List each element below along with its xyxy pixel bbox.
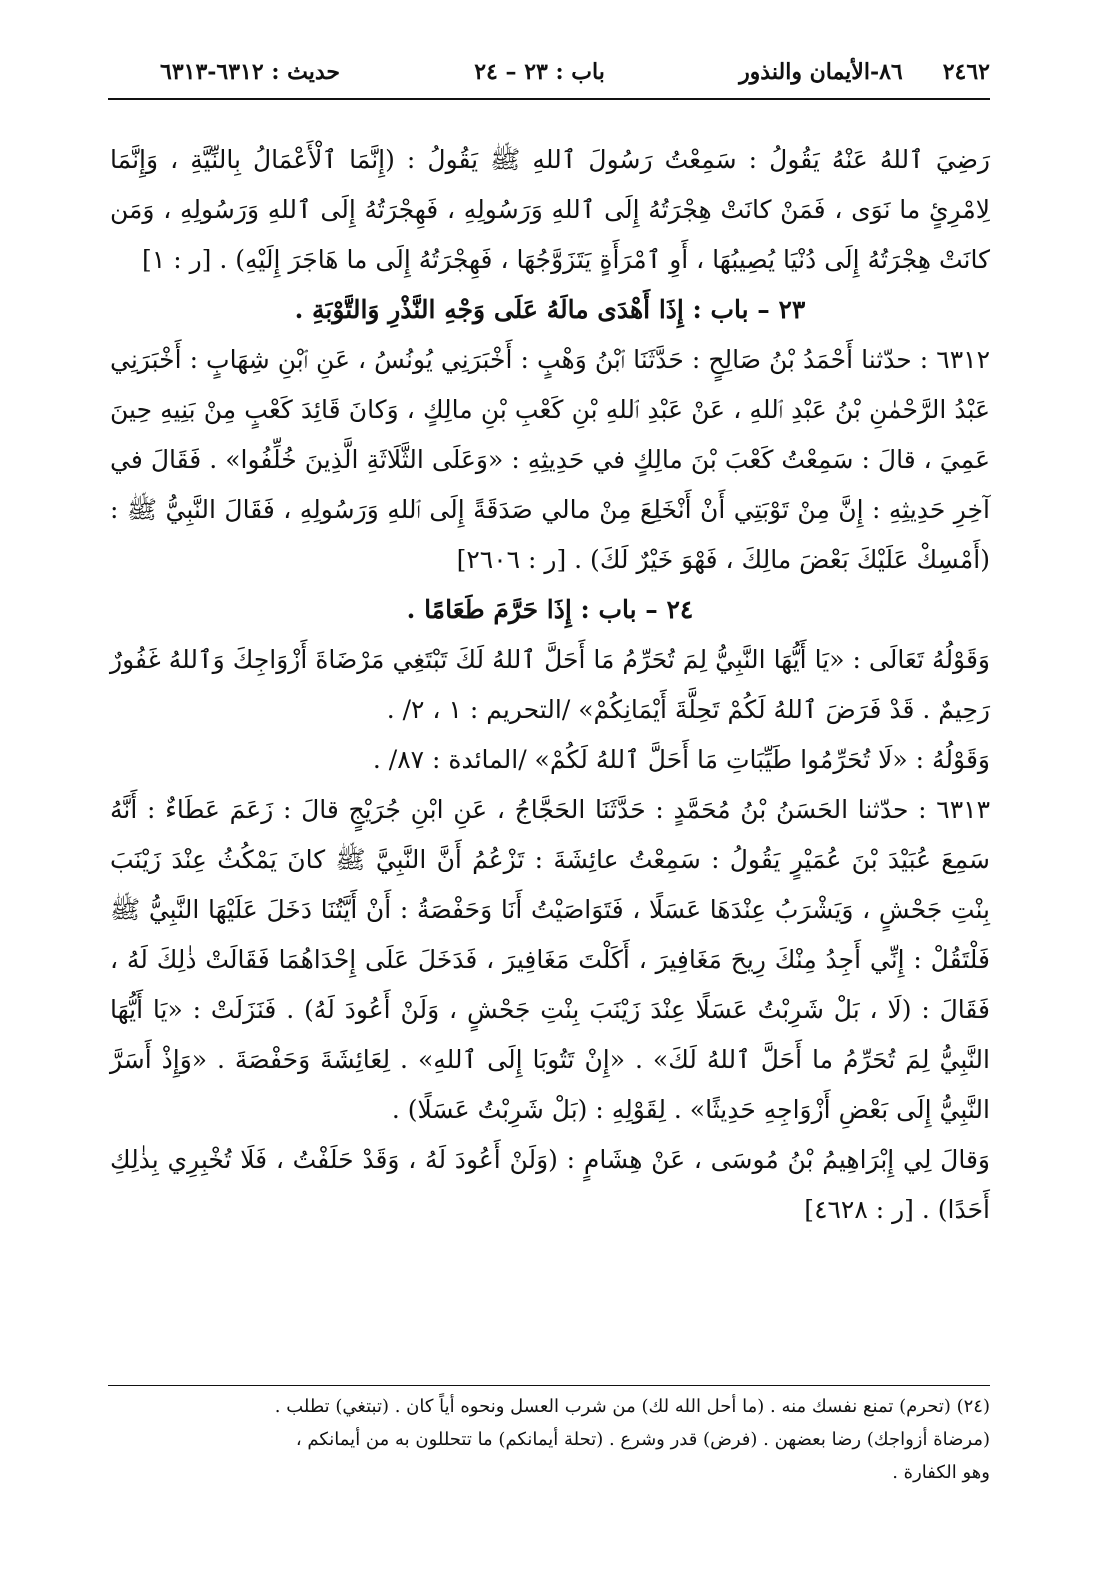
page-number: ٢٤٦٢ xyxy=(942,59,990,85)
chapter-heading-24: ٢٤ – باب : إِذَا حَرَّمَ طَعَامًا . xyxy=(406,595,694,624)
book-title: ٨٦-الأيمان والنذور xyxy=(739,59,903,85)
footnotes xyxy=(108,1385,990,1489)
chapter-heading-23: ٢٣ – باب : إِذَا أَهْدَى مالَهُ عَلَى وَجْهِ النَّذْرِ وَالتَّوْبَةِ . xyxy=(294,295,806,324)
main-text xyxy=(110,135,990,1235)
quran-quote-tahrim: وَقَوْلُهُ تَعَالَى : «يَا أَيُّهَا النَّبِيُّ لِمَ تُحَرِّمُ مَا أَحَلَّ ٱللهُ لَكَ تَبْتَغِي مَرْضَاةَ أَزْوَاجِكَ وَٱللهُ غَفُورٌ رَحِيمٌ . قَدْ فَرَضَ ٱللهُ لَكُمْ تَحِلَّةَ أَيْمَانِكُمْ» /التحريم : ١ ، ٢/ . xyxy=(110,645,990,724)
footnote-line: (٢٤) (تحرم) تمنع نفسك منه . (ما أحل الله لك) من شرب العسل ونحوه أياً كان . (تبتغي) تطلب . xyxy=(274,1396,990,1417)
quran-quote-maidah: وَقَوْلُهُ : «لَا تُحَرِّمُوا طَيِّبَاتِ مَا أَحَلَّ ٱللهُ لَكُمْ» /المائدة : ٨٧/ . xyxy=(372,745,990,774)
hadith-6313-addendum: وَقالَ لِي إِبْرَاهِيمُ بْنُ مُوسَى ، عَنْ هِشَامٍ : (وَلَنْ أَعُودَ لَهُ ، وَقَدْ حَلَفْتُ ، فَلَا تُخْبِرِي بِذٰلِكِ أَحَدًا) . [ر : ٤٦٢٨] xyxy=(110,1145,990,1224)
page-header xyxy=(160,52,990,92)
hadith-6313: ٦٣١٣ : حدّثنا الحَسَنُ بْنُ مُحَمَّدٍ : حَدَّثَنَا الحَجَّاجُ ، عَنِ ابْنِ جُرَيْجٍ قالَ : زَعَمَ عَطَاءٌ : أَنَّهُ سَمِعَ عُبَيْدَ بْنَ عُمَيْرٍ يَقُولُ : سَمِعْتُ عائِشَةَ : تَزْعُمُ أَنَّ النَّبِيَّ ﷺ كانَ يَمْكُثُ عِنْدَ زَيْنَبَ بِنْتِ جَحْشٍ ، وَيَشْرَبُ عِنْدَهَا عَسَلًا ، فَتَوَاصَيْتُ أَنَا وَحَفْصَةُ : أَنْ أَيَّتُنَا دَخَلَ عَلَيْهَا النَّبِيُّ ﷺ فَلْتَقُلْ : إِنِّي أَجِدُ مِنْكَ رِيحَ مَغَافِيرَ ، أَكَلْتَ مَغَافِيرَ ، فَدَخَلَ عَلَى إِحْدَاهُمَا فَقَالَتْ ذٰلِكَ لَهُ ، فَقَالَ : (لَا ، بَلْ شَرِبْتُ عَسَلًا عِنْدَ زَيْنَبَ بِنْتِ جَحْشٍ ، وَلَنْ أَعُودَ لَهُ) . فَنَزَلَتْ : «يَا أَيُّهَا النَّبِيُّ لِمَ تُحَرِّمُ ما أَحَلَّ ٱللهُ لَكَ» . «إِنْ تَتُوبَا إِلَى ٱللهِ» . لِعَائِشَةَ وَحَفْصَةَ . «وَإِذْ أَسَرَّ النَّبِيُّ إِلَى بَعْضِ أَزْوَاجِهِ حَدِيثًا» . لِقَوْلِهِ : (بَلْ شَرِبْتُ عَسَلًا) . xyxy=(110,795,990,1124)
chapter-range: باب : ٢٣ – ٢٤ xyxy=(474,59,605,85)
header-right-group xyxy=(739,59,990,85)
footnote-line: (مرضاة أزواجك) رضا بعضهن . (فرض) قدر وشرع . (تحلة أيمانكم) ما تتحللون به من أيمانكم ، xyxy=(295,1429,990,1450)
hadith-continuation: رَضِيَ ٱللهُ عَنْهُ يَقُولُ : سَمِعْتُ رَسُولَ ٱللهِ ﷺ يَقُولُ : (إِنَّمَا ٱلْأَعْمَالُ بِالنِّيَّةِ ، وَإِنَّمَا لِامْرِئٍ ما نَوَى ، فَمَنْ كانَتْ هِجْرَتُهُ إِلَى ٱللهِ وَرَسُولِهِ ، فَهِجْرَتُهُ إِلَى ٱللهِ وَرَسُولِهِ ، وَمَن كانَتْ هِجْرَتُهُ إِلَى دُنْيَا يُصِيبُهَا ، أَوِ ٱمْرَأَةٍ يَتَزَوَّجُهَا ، فَهِجْرَتُهُ إِلَى ما هَاجَرَ إِلَيْهِ) . [ر : ١] xyxy=(110,145,990,274)
hadith-range: حديث : ٦٣١٢-٦٣١٣ xyxy=(160,59,340,85)
header-divider xyxy=(108,98,990,100)
footnote-line: وهو الكفارة . xyxy=(892,1462,990,1483)
hadith-6312: ٦٣١٢ : حدّثنا أَحْمَدُ بْنُ صَالِحٍ : حَدَّثَنَا ٱبْنُ وَهْبٍ : أَخْبَرَنِي يُونُسُ ، عَنِ ٱبْنِ شِهَابٍ : أَخْبَرَنِي عَبْدُ الرَّحْمٰنِ بْنُ عَبْدِ ٱللهِ ، عَنْ عَبْدِ ٱللهِ بْنِ كَعْبِ بْنِ مالِكٍ ، وَكانَ قَائِدَ كَعْبٍ مِنْ بَنِيهِ حِينَ عَمِيَ ، قالَ : سَمِعْتُ كَعْبَ بْنَ مالِكٍ في حَدِيثِهِ : «وَعَلَى الثَّلَاثَةِ الَّذِينَ خُلِّفُوا» . فَقَالَ في آخِرِ حَدِيثِهِ : إِنَّ مِنْ تَوْبَتِي أَنْ أَنْخَلِعَ مِنْ مالي صَدَقَةً إِلَى ٱللهِ وَرَسُولِهِ ، فَقَالَ النَّبِيُّ ﷺ : (أَمْسِكْ عَلَيْكَ بَعْضَ مالِكَ ، فَهْوَ خَيْرٌ لَكَ) . [ر : ٢٦٠٦] xyxy=(110,345,990,574)
